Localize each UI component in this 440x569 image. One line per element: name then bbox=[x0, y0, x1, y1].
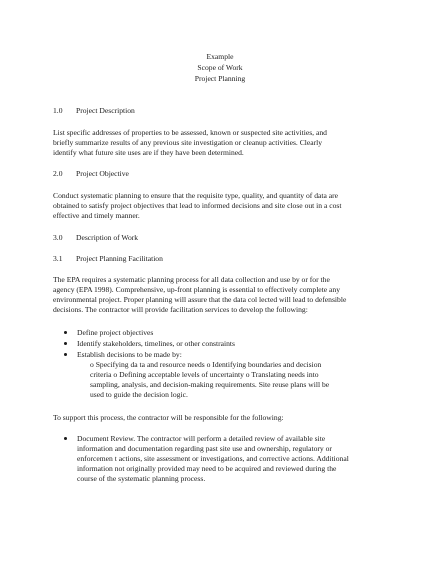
section-heading-1 bbox=[53, 106, 135, 116]
bullet-dot-icon bbox=[64, 331, 67, 334]
section-heading-3-1 bbox=[53, 254, 163, 264]
section-heading-3 bbox=[53, 233, 139, 243]
bullet-dot-icon bbox=[64, 437, 67, 440]
section-title: Project Planning Facilitation bbox=[76, 254, 163, 263]
paragraph-line: List specific addresses of properties to be assessed, known or suspected site activities, and bbox=[53, 128, 327, 137]
paragraph-line: The EPA requires a systematic planning process for all data collection and use by or for the bbox=[53, 275, 330, 284]
section-1-paragraph bbox=[53, 128, 383, 158]
bullet-text bbox=[77, 434, 349, 484]
paragraph-line: effective and timely manner. bbox=[53, 211, 140, 220]
sub-list bbox=[90, 360, 329, 400]
bullet-dot-icon bbox=[64, 353, 67, 356]
paragraph-line: information not originally provided may need to be acquired and reviewed during the bbox=[77, 464, 337, 473]
section-number: 3.0 bbox=[53, 233, 63, 242]
paragraph-line: obtained to satisfy project objectives that lead to informed decisions and site close out in a cost bbox=[53, 201, 342, 210]
section-title: Description of Work bbox=[76, 233, 139, 242]
doc-title-example: Example bbox=[206, 52, 234, 61]
paragraph-line: To support this process, the contractor will be responsible for the following: bbox=[53, 413, 284, 422]
support-paragraph bbox=[53, 413, 383, 423]
section-number: 2.0 bbox=[53, 169, 63, 178]
bullet-dot-icon bbox=[64, 342, 67, 345]
paragraph-line: briefly summarize results of any previous site investigation or cleanup activities. Clearly bbox=[53, 138, 323, 147]
section-2-paragraph bbox=[53, 191, 383, 221]
section-heading-2 bbox=[53, 169, 129, 179]
section-number: 3.1 bbox=[53, 254, 63, 263]
sub-list-line: criteria o Defining acceptable levels of uncertainty o Translating needs into bbox=[90, 370, 319, 379]
paragraph-line: environmental project. Proper planning will assure that the data col lected will lead to defensible bbox=[53, 295, 347, 304]
doc-title-scope: Scope of Work bbox=[197, 63, 243, 72]
paragraph-line: decisions. The contractor will provide facilitation services to develop the following: bbox=[53, 305, 308, 314]
sub-list-line: sampling, analysis, and decision-making requirements. Site reuse plans will be bbox=[90, 380, 330, 389]
bullet-text: Define project objectives bbox=[77, 328, 154, 337]
section-title: Project Objective bbox=[76, 169, 129, 178]
paragraph-line: course of the systematic planning process. bbox=[77, 474, 206, 483]
paragraph-line: enforcemen t actions, site assessment or investigations, and corrective actions. Additional bbox=[77, 454, 349, 463]
sub-list-line: o Specifying da ta and resource needs o Identifying boundaries and decision bbox=[90, 360, 322, 369]
bullet-text: Establish decisions to be made by: bbox=[77, 350, 182, 359]
paragraph-line: identify what future site uses are if they have been determined. bbox=[53, 148, 244, 157]
section-3-1-paragraph bbox=[53, 275, 383, 315]
paragraph-line: Document Review. The contractor will perform a detailed review of available site bbox=[77, 434, 326, 443]
bullet-text: Identify stakeholders, timelines, or other constraints bbox=[77, 339, 235, 348]
sub-list-line: used to guide the decision logic. bbox=[90, 390, 188, 399]
paragraph-line: information and documentation regarding past site use and ownership, regulatory or bbox=[77, 444, 332, 453]
paragraph-line: agency (EPA 1998). Comprehensive, up-front planning is essential to effectively complete any bbox=[53, 285, 341, 294]
section-title: Project Description bbox=[76, 106, 135, 115]
doc-title-project-planning: Project Planning bbox=[194, 74, 246, 83]
paragraph-line: Conduct systematic planning to ensure that the requisite type, quality, and quantity of data are bbox=[53, 191, 339, 200]
section-number: 1.0 bbox=[53, 106, 63, 115]
